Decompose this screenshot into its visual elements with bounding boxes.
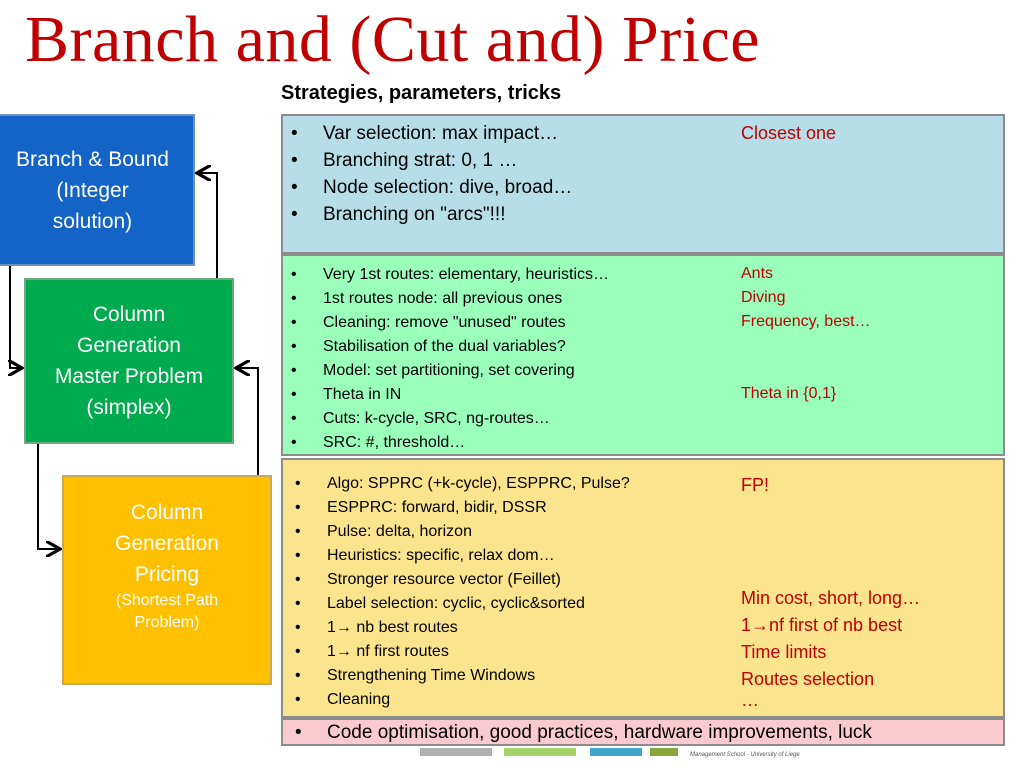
list-item: • Cuts: k-cycle, SRC, ng-routes… bbox=[283, 407, 609, 431]
list-item: • Strengthening Time Windows bbox=[287, 664, 630, 688]
bb-line-1: Branch & Bound bbox=[16, 147, 169, 171]
list-item: • Stronger resource vector (Feillet) bbox=[287, 568, 630, 592]
pricing-line-2: Generation bbox=[115, 532, 219, 555]
master-line-4: (simplex) bbox=[86, 396, 172, 419]
list-item: • Var selection: max impact… bbox=[283, 120, 572, 147]
branching-notes bbox=[741, 120, 836, 146]
master-notes bbox=[741, 262, 871, 406]
pricing-list bbox=[287, 472, 630, 712]
list-item: • SRC: #, threshold… bbox=[283, 431, 609, 455]
note-text: Diving bbox=[741, 289, 786, 306]
note-text: Theta in {0,1} bbox=[741, 385, 837, 402]
branching-panel bbox=[281, 114, 1005, 254]
list-item: • Heuristics: specific, relax dom… bbox=[287, 544, 630, 568]
note-text: Time limits bbox=[741, 642, 827, 662]
list-item: • Cleaning bbox=[287, 688, 630, 712]
pricing-small-2: Problem) bbox=[134, 614, 200, 631]
list-item: • Theta in IN bbox=[283, 383, 609, 407]
slide-subtitle: Strategies, parameters, tricks bbox=[281, 82, 562, 104]
footer-bar-green bbox=[504, 748, 576, 756]
list-item: • Pulse: delta, horizon bbox=[287, 520, 630, 544]
pricing-box bbox=[62, 475, 272, 685]
pricing-panel bbox=[281, 458, 1005, 718]
arrow-bb-to-master bbox=[10, 266, 20, 368]
list-item: • Label selection: cyclic, cyclic&sorted bbox=[287, 592, 630, 616]
master-problem-box bbox=[24, 278, 234, 444]
arrow-pricing-to-master bbox=[238, 368, 258, 475]
list-item: • 1st routes node: all previous ones bbox=[283, 287, 609, 311]
arrow-to-branch-bound bbox=[199, 173, 217, 278]
pricing-notes bbox=[741, 472, 921, 710]
note-text: Min cost, short, long… bbox=[741, 588, 921, 608]
footer-bar-olive bbox=[650, 748, 678, 756]
pricing-line-3: Pricing bbox=[134, 563, 200, 586]
pricing-line-1: Column bbox=[130, 501, 204, 524]
bb-line-2: (Integer bbox=[56, 178, 129, 202]
note-text: Closest one bbox=[741, 123, 837, 143]
list-item: • Stabilisation of the dual variables? bbox=[283, 335, 609, 359]
list-item: • 1→ nf first routes bbox=[287, 640, 630, 664]
footer-text: Management School - University of Liege bbox=[690, 752, 800, 758]
note-text: … bbox=[741, 690, 759, 710]
list-item: • Model: set partitioning, set covering bbox=[283, 359, 609, 383]
note-text: Ants bbox=[741, 265, 774, 282]
note-text: Frequency, best… bbox=[741, 313, 871, 330]
master-line-2: Generation bbox=[77, 334, 181, 357]
master-line-3: Master Problem bbox=[54, 365, 204, 388]
list-item: • Branching on "arcs"!!! bbox=[283, 201, 572, 228]
list-item: • Branching strat: 0, 1 … bbox=[283, 147, 572, 174]
list-item: • Node selection: dive, broad… bbox=[283, 174, 572, 201]
note-text: 1→nf first of nb best bbox=[741, 615, 903, 635]
note-text: Routes selection bbox=[741, 669, 875, 689]
pricing-small-1: (Shortest Path bbox=[115, 592, 219, 609]
branching-list bbox=[283, 120, 572, 228]
list-item: • Cleaning: remove "unused" routes bbox=[283, 311, 609, 335]
list-item: • ESPPRC: forward, bidir, DSSR bbox=[287, 496, 630, 520]
list-item: • 1→ nb best routes bbox=[287, 616, 630, 640]
bb-line-3: solution) bbox=[52, 209, 133, 233]
list-item: • Very 1st routes: elementary, heuristics… bbox=[283, 263, 609, 287]
general-list bbox=[287, 721, 872, 745]
slide-title: Branch and (Cut and) Price bbox=[25, 3, 761, 76]
master-list bbox=[283, 263, 609, 455]
arrow-master-to-pricing bbox=[38, 444, 58, 549]
list-item: • Code optimisation, good practices, hardware improvements, luck bbox=[287, 721, 872, 745]
note-text: FP! bbox=[741, 475, 770, 495]
branch-and-bound-box bbox=[0, 114, 195, 266]
footer-bar-teal bbox=[590, 748, 642, 756]
general-panel bbox=[281, 718, 1005, 746]
master-panel bbox=[281, 254, 1005, 456]
master-line-1: Column bbox=[92, 303, 166, 326]
footer-bar-grey bbox=[420, 748, 492, 756]
list-item: • Algo: SPPRC (+k-cycle), ESPPRC, Pulse? bbox=[287, 472, 630, 496]
